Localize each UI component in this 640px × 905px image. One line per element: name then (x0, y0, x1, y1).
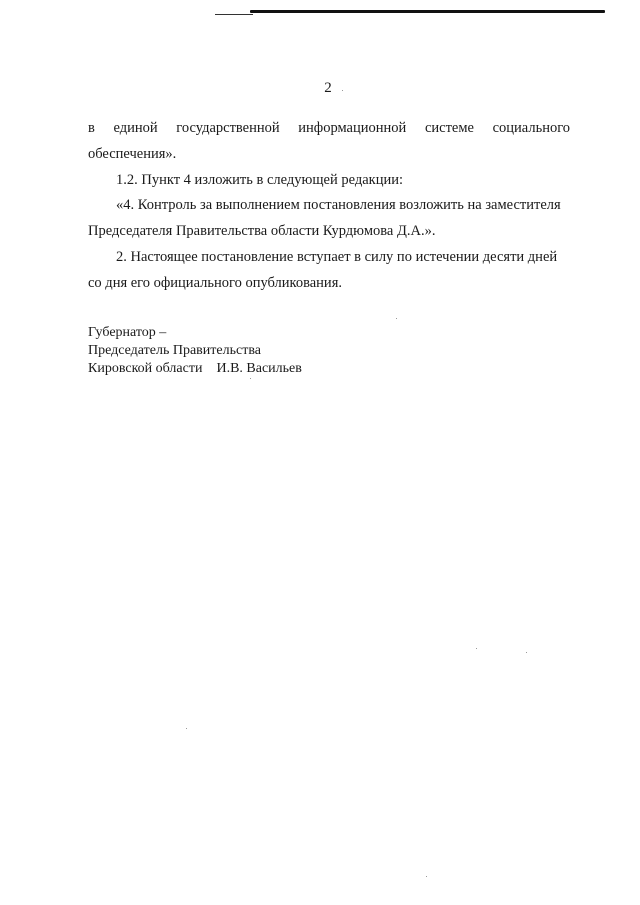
scan-speck (526, 652, 527, 653)
signature-region: Кировской области (88, 361, 203, 376)
scan-speck (186, 728, 187, 729)
scan-speck (250, 378, 251, 379)
page-number: 2 (324, 80, 332, 96)
paragraph-3-line-2: Председателя Правительства области Курдюмова Д.А.». (88, 223, 436, 239)
scan-speck (342, 90, 343, 91)
signature-block (88, 324, 302, 378)
signature-title-1: Губернатор – (88, 325, 167, 340)
paragraph-1-line-1 (88, 115, 570, 141)
paragraph-2 (88, 167, 570, 193)
word: системе (424, 120, 474, 136)
paragraph-4-line-2: со дня его официального опубликования. (88, 275, 342, 291)
scan-artifact-line-left (215, 14, 253, 15)
scan-speck (476, 648, 477, 649)
paragraph-4 (88, 244, 570, 296)
paragraph-4-line-1: 2. Настоящее постановление вступает в силу по истечении десяти дней (116, 249, 558, 265)
word: социального (492, 120, 571, 136)
paragraph-1 (88, 115, 570, 167)
signature-name: И.В. Васильев (216, 361, 302, 376)
paragraph-2-line-1: 1.2. Пункт 4 изложить в следующей редакции: (116, 172, 404, 188)
paragraph-3 (88, 192, 570, 244)
scan-speck (396, 318, 397, 319)
signature-title-2: Председатель Правительства (88, 343, 261, 358)
word: государственной (176, 120, 280, 136)
paragraph-3-line-1: «4. Контроль за выполнением постановления возложить на заместителя (116, 197, 561, 213)
word: единой (113, 120, 158, 136)
word: в (88, 120, 95, 136)
paragraph-1-line-2: обеспечения». (88, 146, 177, 162)
signature-title-3 (88, 360, 302, 378)
word: информационной (298, 120, 407, 136)
scan-artifact-line (250, 10, 605, 13)
scan-speck (426, 876, 427, 877)
